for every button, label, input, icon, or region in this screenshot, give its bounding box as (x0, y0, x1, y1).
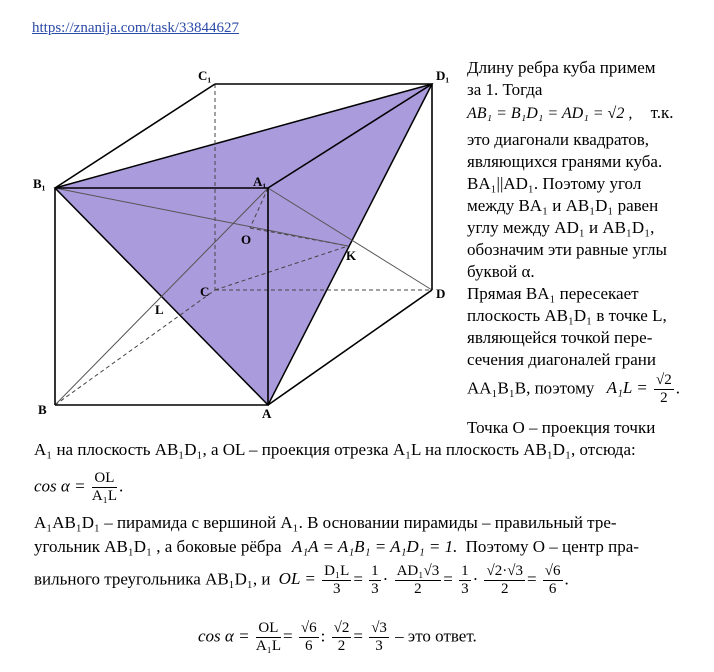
text-line: BA₁||AD₁. Поэтому угол (467, 174, 642, 193)
text-line: Длину ребра куба примем (467, 58, 656, 77)
denominator: 3 (371, 581, 379, 597)
text-line: обозначим эти равные углы (467, 240, 667, 259)
text-line: являющейся точкой пере- (467, 328, 653, 347)
text-line (467, 103, 674, 124)
fraction (369, 563, 381, 598)
formula-a1l: A₁L = (606, 378, 648, 398)
formula-edges: A₁A = A₁B₁ = A₁D₁ = 1. (291, 537, 458, 556)
text-line: вильного треугольника AB₁D₁, и OL = $\frac{\text{D₁L}}{3}$ = $\frac{1}{3}$ · $\frac{\text{AD₁√3}}{2}$ = $\frac{1}{3}$ · $\frac{√2\cdot√3}{2}$ = $\frac{√6}{6}$ . (34, 563, 569, 597)
numerator: 1 (371, 563, 379, 579)
denominator: 3 (375, 638, 383, 654)
text-fragment: т.к. (650, 103, 674, 122)
text-line: за 1. Тогда (467, 80, 543, 99)
denominator: 2 (337, 638, 346, 654)
answer-text: – это ответ. (395, 626, 477, 646)
label-o: O (241, 232, 252, 247)
numerator: D₁L (324, 563, 350, 579)
numerator: AD₁√3 (396, 563, 440, 579)
text-line: буквой α. (467, 262, 535, 281)
denominator: 2 (414, 581, 422, 597)
label-c1: C₁ (198, 68, 212, 83)
text-line: сечения диагоналей грани (467, 350, 656, 369)
denominator: 6 (548, 581, 557, 597)
text-line: AA₁B₁B, поэтому A₁L = $\frac{√2}{2}$ . (467, 372, 680, 406)
denominator: 2 (500, 581, 509, 597)
text-line: Точка O – проекция точки (467, 418, 656, 437)
numerator: √6 (544, 563, 561, 579)
text-line: плоскость AB₁D₁ в точке L, (467, 306, 667, 325)
text-line: это диагонали квадратов, (467, 130, 650, 149)
numerator: √2·√3 (486, 563, 523, 579)
text-fragment: вильного треугольника AB₁D₁, и (34, 569, 271, 589)
denominator: A₁L (91, 488, 118, 504)
text-line: A₁ на плоскость AB₁D₁, а OL – проекция отрезка A₁L на плоскость AB₁D₁, отсюда: (34, 440, 636, 459)
numerator: 1 (461, 563, 469, 579)
text-line: являющихся гранями куба. (467, 152, 663, 171)
fraction (92, 470, 117, 505)
numerator: √2 (656, 372, 672, 388)
formula-ol: OL = (278, 569, 316, 589)
text-line (34, 537, 639, 557)
fraction (369, 620, 389, 655)
text-line: A₁AB₁D₁ – пирамида с вершиной A₁. В основании пирамиды – правильный тре- (34, 513, 617, 532)
text-line: Прямая BA₁ пересекает (467, 284, 639, 303)
text-line: углу между AD₁ и AB₁D₁, (467, 218, 655, 237)
fraction (654, 372, 674, 407)
numerator: √3 (371, 620, 387, 636)
denominator: A₁L (255, 638, 282, 654)
label-d1: D₁ (436, 68, 450, 83)
fraction (543, 563, 563, 598)
text-fragment: Поэтому O – центр пра- (465, 537, 639, 556)
label-b: B (38, 402, 47, 417)
formula-cos-answer: cos α = (198, 626, 250, 646)
denominator: 2 (660, 390, 668, 406)
text-line: cos α = $\frac{OL}{\text{A₁L}}$ . (34, 470, 124, 504)
label-l: L (155, 302, 164, 317)
fraction (299, 620, 319, 655)
label-a1: A₁ (253, 174, 267, 189)
label-d: D (436, 286, 446, 301)
fraction (395, 563, 442, 598)
fraction (459, 563, 471, 598)
fraction (256, 620, 281, 655)
cube-figure (0, 0, 470, 430)
denominator: 6 (305, 638, 313, 654)
numerator: √2 (333, 620, 350, 636)
text-line: cos α = $\frac{OL}{\text{A₁L}}$ = $\frac{√6}{6}$ : $\frac{√2}{2}$ = $\frac{√3}{3}$ – это ответ. (198, 620, 477, 654)
label-k: K (346, 248, 357, 263)
denominator: 3 (332, 581, 341, 597)
denominator: 3 (461, 581, 469, 597)
fraction (332, 620, 352, 655)
numerator: OL (92, 470, 117, 488)
text-fragment: угольник AB₁D₁ , а боковые рёбра (34, 537, 282, 556)
source-link[interactable]: https://znanija.com/task/33844627 (32, 20, 240, 36)
fraction (484, 563, 524, 598)
fraction (322, 563, 351, 598)
numerator: √6 (300, 620, 317, 636)
label-b1: B₁ (33, 176, 46, 191)
formula-cos: cos α = (34, 476, 86, 496)
label-c: C (200, 284, 210, 299)
text-fragment: AA₁B₁B, поэтому (467, 378, 595, 398)
numerator: OL (256, 620, 281, 638)
text-line: между BA₁ и AB₁D₁ равен (467, 196, 659, 215)
formula-diagonals: AB₁ = B₁D₁ = AD₁ = √2 , (467, 105, 633, 122)
label-a: A (262, 406, 272, 421)
